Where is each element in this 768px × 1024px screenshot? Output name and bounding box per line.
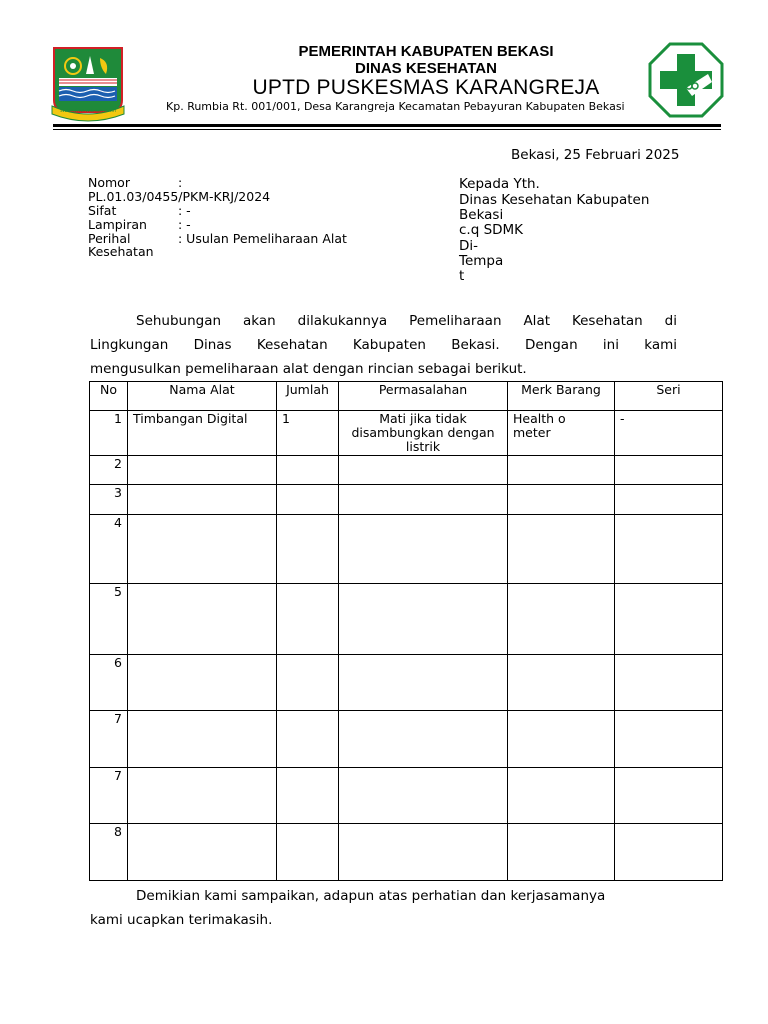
- meta-perihal-value: : Usulan Pemeliharaan Alat: [178, 231, 347, 246]
- cell-permasalahan: [339, 584, 508, 655]
- cell-jumlah: 1: [277, 411, 339, 456]
- table-row: [90, 515, 723, 584]
- table-row: [90, 584, 723, 655]
- cell-nama-alat: [128, 515, 277, 584]
- recipient-line-4: c.q SDMK: [459, 222, 524, 238]
- recipient-greeting: Kepada Yth.: [459, 176, 540, 192]
- cell-permasalahan-line-3: listrik: [405, 439, 441, 454]
- cell-nama-alat: [128, 655, 277, 711]
- cell-nama-alat: [128, 456, 277, 485]
- cell-no: 7: [90, 768, 128, 824]
- cell-merk-barang: [508, 824, 615, 881]
- cell-no: 3: [90, 485, 128, 515]
- cell-permasalahan: [339, 768, 508, 824]
- cell-no: 6: [90, 655, 128, 711]
- cell-merk-barang: [508, 515, 615, 584]
- cell-jumlah: [277, 515, 339, 584]
- cell-nama-alat: [128, 485, 277, 515]
- table-row: [90, 456, 723, 485]
- header-no: No: [90, 382, 128, 411]
- kop-address: Kp. Rumbia Rt. 001/001, Desa Karangreja Kecamatan Pebayuran Kabupaten Bekasi: [166, 100, 625, 113]
- cell-seri: [615, 456, 723, 485]
- kop-government-line: PEMERINTAH KABUPATEN BEKASI: [298, 43, 554, 60]
- table-row: [90, 655, 723, 711]
- cell-merk-barang: [508, 655, 615, 711]
- cell-no: 4: [90, 515, 128, 584]
- meta-nomor-label: Nomor: [88, 175, 130, 190]
- table-row: [90, 768, 723, 824]
- cell-jumlah: [277, 711, 339, 768]
- cell-no: 2: [90, 456, 128, 485]
- cell-seri: [615, 515, 723, 584]
- seal-motto-text: SWATANTRA WIBAWA MUKTI: [59, 108, 117, 113]
- cell-nama-alat: [128, 768, 277, 824]
- cell-seri: [615, 485, 723, 515]
- cell-merk-barang: [508, 711, 615, 768]
- meta-sifat-label: Sifat: [88, 203, 117, 218]
- cell-seri: [615, 824, 723, 881]
- cell-merk-barang: [508, 456, 615, 485]
- meta-nomor-value: PL.01.03/0455/PKM-KRJ/2024: [88, 189, 271, 204]
- cell-seri: -: [615, 411, 723, 456]
- cell-seri: [615, 655, 723, 711]
- cell-merk-barang: [508, 584, 615, 655]
- recipient-line-5: Di-: [459, 238, 479, 254]
- table-row: [90, 711, 723, 768]
- meta-nomor-colon: :: [178, 175, 183, 190]
- header-nama-alat: Nama Alat: [128, 382, 277, 411]
- cell-merk-barang: [508, 411, 615, 456]
- recipient-line-2: Dinas Kesehatan Kabupaten: [459, 192, 650, 208]
- cell-nama-alat: [128, 584, 277, 655]
- kop-institution-title: UPTD PUSKESMAS KARANGREJA: [252, 76, 600, 99]
- cell-merk-barang: [508, 768, 615, 824]
- cell-permasalahan: [339, 711, 508, 768]
- cell-no: 7: [90, 711, 128, 768]
- cell-permasalahan: [339, 655, 508, 711]
- recipient-line-3: Bekasi: [459, 207, 504, 223]
- cell-permasalahan: [339, 515, 508, 584]
- meta-lampiran-value: : -: [178, 217, 191, 232]
- cell-jumlah: [277, 584, 339, 655]
- cell-jumlah: [277, 768, 339, 824]
- table-row: [90, 411, 723, 456]
- kop-divider-thick: [53, 124, 721, 127]
- cell-merk-line-2: meter: [513, 425, 551, 440]
- closing-line-1: Demikian kami sampaikan, adapun atas perhatian dan kerjasamanya: [136, 888, 606, 904]
- table-row: [90, 485, 723, 515]
- meta-perihal-continuation: Kesehatan: [88, 244, 154, 259]
- cell-no: 8: [90, 824, 128, 881]
- cell-nama-alat: [128, 824, 277, 881]
- cell-permasalahan-line-2: disambungkan dengan: [351, 425, 495, 440]
- cell-no: 1: [90, 411, 128, 456]
- cell-permasalahan: [339, 485, 508, 515]
- body-line-2: Lingkungan Dinas Kesehatan Kabupaten Bekasi. Dengan ini kami: [90, 337, 677, 353]
- cell-jumlah: [277, 456, 339, 485]
- cell-jumlah: [277, 485, 339, 515]
- header-permasalahan: Permasalahan: [339, 382, 508, 411]
- body-line-3: mengusulkan pemeliharaan alat dengan rincian sebagai berikut.: [90, 361, 527, 377]
- cell-nama-alat: [128, 711, 277, 768]
- cell-seri: [615, 711, 723, 768]
- letter-date: Bekasi, 25 Februari 2025: [511, 147, 680, 163]
- cell-nama-alat: Timbangan Digital: [128, 411, 277, 456]
- cell-merk-barang: [508, 485, 615, 515]
- equipment-table: [89, 381, 723, 881]
- cell-no: 5: [90, 584, 128, 655]
- meta-perihal-label: Perihal: [88, 231, 131, 246]
- cell-permasalahan-line-1: Mati jika tidak: [379, 411, 467, 426]
- recipient-line-6: Tempa: [459, 253, 504, 269]
- cell-permasalahan: [339, 456, 508, 485]
- kop-department-line: DINAS KESEHATAN: [355, 60, 497, 77]
- cell-permasalahan: [339, 411, 508, 456]
- meta-lampiran-label: Lampiran: [88, 217, 147, 232]
- meta-sifat-value: : -: [178, 203, 191, 218]
- cell-jumlah: [277, 824, 339, 881]
- recipient-line-7: t: [459, 268, 465, 284]
- body-line-1: Sehubungan akan dilakukannya Pemeliharaan Alat Kesehatan di: [136, 313, 677, 329]
- cell-seri: [615, 584, 723, 655]
- table-header-row: [90, 382, 723, 411]
- cell-seri: [615, 768, 723, 824]
- cell-permasalahan: [339, 824, 508, 881]
- header-jumlah: Jumlah: [277, 382, 339, 411]
- cell-jumlah: [277, 655, 339, 711]
- closing-line-2: kami ucapkan terimakasih.: [90, 912, 273, 928]
- table-row: [90, 824, 723, 881]
- kop-divider-thin: [53, 129, 721, 130]
- header-merk-barang: Merk Barang: [508, 382, 615, 411]
- header-seri: Seri: [615, 382, 723, 411]
- cell-merk-line-1: Health o: [513, 411, 566, 426]
